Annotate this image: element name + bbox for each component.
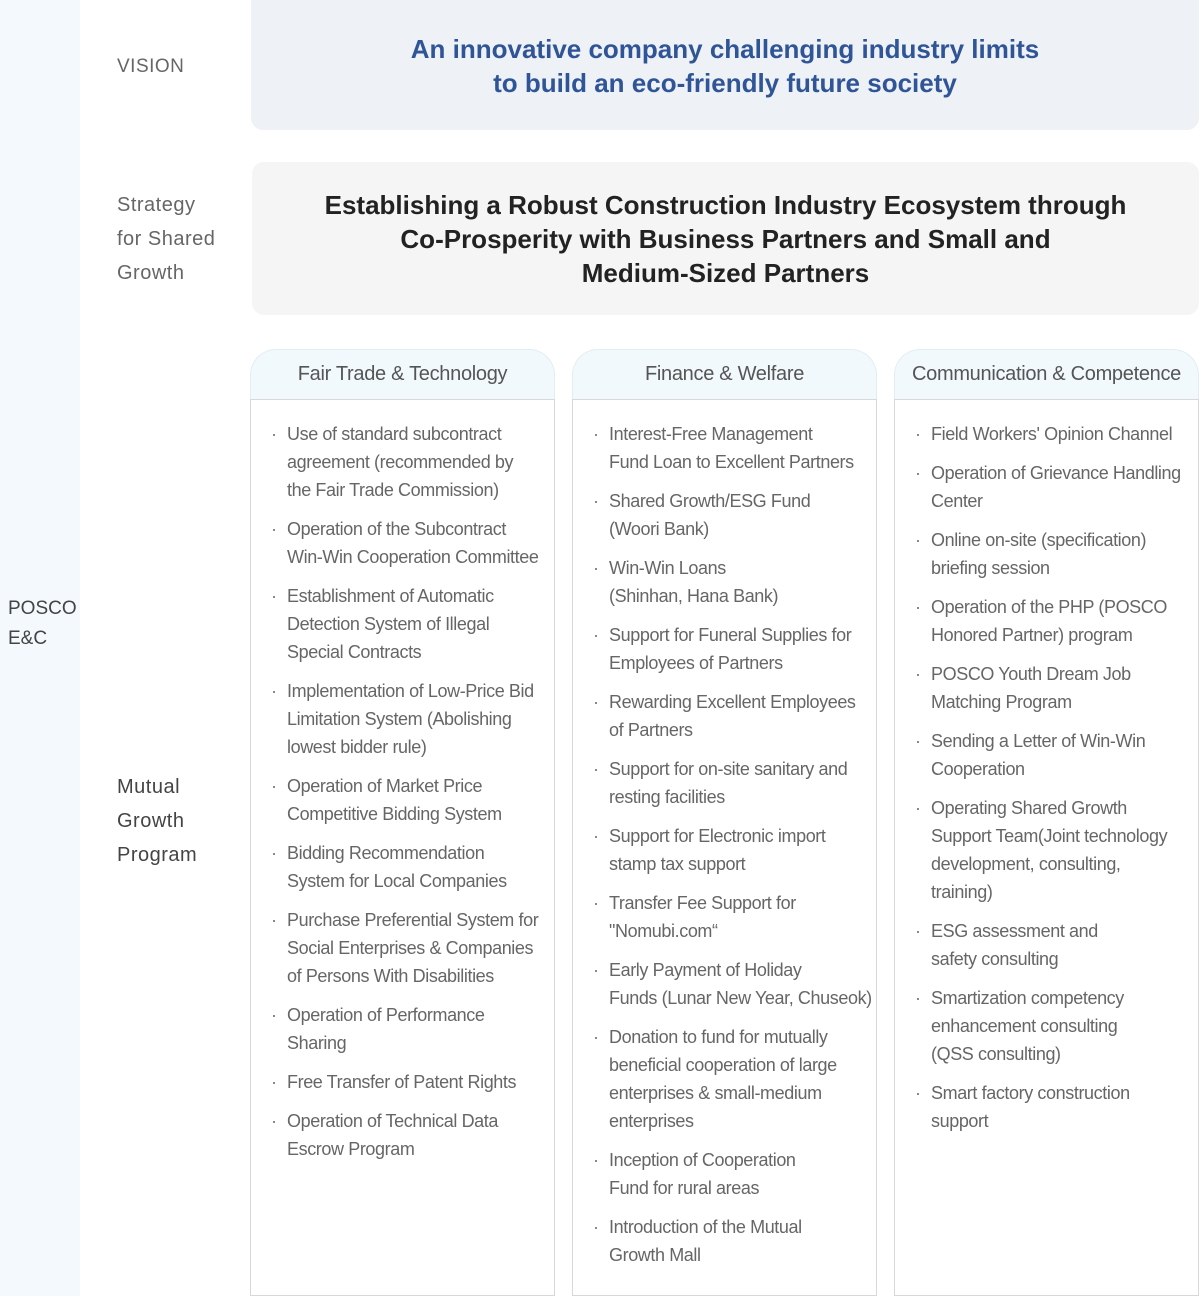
program-item-line: Limitation System (Abolishing (287, 709, 512, 729)
program-item-line: · ESG assessment and (931, 921, 1098, 941)
program-item-line: · Use of standard subcontract (287, 424, 502, 444)
program-item (287, 839, 546, 895)
program-item-line: · Support for on-site sanitary and (609, 759, 848, 779)
mutual-label-line: Growth (117, 810, 185, 832)
program-item-line: · Sending a Letter of Win-Win (931, 731, 1146, 751)
program-item (609, 956, 872, 1012)
program-item-line: "Nomubi.com“ (609, 921, 718, 941)
program-item (931, 420, 1190, 448)
program-item-line: Honored Partner) program (931, 625, 1133, 645)
program-item (287, 420, 546, 504)
program-item-line: development, consulting, (931, 854, 1121, 874)
program-item-line: · Online on-site (specification) (931, 530, 1147, 550)
program-item-line: · Interest-Free Management (609, 424, 813, 444)
program-item (287, 582, 546, 666)
strategy-label-line: Growth (117, 262, 185, 284)
program-item-line: Funds (Lunar New Year, Chuseok) (609, 988, 872, 1008)
program-item (287, 1001, 546, 1057)
program-item (609, 755, 868, 811)
program-item-line: of Partners (609, 720, 693, 740)
company-name-line: POSCO (8, 598, 77, 619)
program-item-line: Competitive Bidding System (287, 804, 502, 824)
strategy-line: Medium-Sized Partners (581, 257, 870, 288)
program-item-line: Center (931, 491, 983, 511)
program-item-line: support (931, 1111, 989, 1131)
program-item-line: (Shinhan, Hana Bank) (609, 586, 779, 606)
strategy-line: Co-Prosperity with Business Partners and Small and (400, 223, 1051, 254)
program-item-line: beneficial cooperation of large (609, 1055, 837, 1075)
program-item (609, 1146, 868, 1202)
program-item-line: resting facilities (609, 787, 725, 807)
program-item (609, 1023, 868, 1135)
program-item-line: enterprises (609, 1111, 694, 1131)
program-item-line: · Bidding Recommendation (287, 843, 485, 863)
program-item-line: lowest bidder rule) (287, 737, 427, 757)
program-item (609, 1213, 868, 1269)
program-item (287, 677, 546, 761)
program-item-line: · Operation of Grievance Handling (931, 463, 1181, 483)
column-body (572, 399, 877, 1296)
column-title: Communication & Competence (894, 349, 1199, 399)
program-item (931, 984, 1190, 1068)
program-item (609, 420, 868, 476)
program-item (287, 1107, 546, 1163)
program-item-line: · Operation of Technical Data (287, 1111, 499, 1131)
column-finance-welfare (572, 349, 877, 1295)
strategy-label (117, 188, 215, 290)
program-item-line: · Operation of the PHP (POSCO (931, 597, 1167, 617)
program-item (609, 822, 868, 878)
vision-box (251, 0, 1199, 130)
program-item-line: Fund for rural areas (609, 1178, 760, 1198)
program-item (609, 688, 868, 744)
program-item-line: · Support for Electronic import (609, 826, 826, 846)
program-item-line: · Shared Growth/ESG Fund (609, 491, 811, 511)
program-item-line: Cooperation (931, 759, 1025, 779)
strategy-statement (325, 188, 1127, 290)
column-title: Finance & Welfare (572, 349, 877, 399)
program-item-line: · Smartization competency (931, 988, 1124, 1008)
program-item-line: · Implementation of Low-Price Bid (287, 681, 534, 701)
vision-statement (411, 30, 1039, 100)
strategy-line: Establishing a Robust Construction Industry Ecosystem through (324, 189, 1127, 220)
program-item-line: Support Team(Joint technology (931, 826, 1168, 846)
program-item (609, 554, 868, 610)
program-item-line: agreement (recommended by (287, 452, 514, 472)
program-item-line: · Introduction of the Mutual (609, 1217, 802, 1237)
program-item-line: · Operating Shared Growth (931, 798, 1127, 818)
program-item (287, 772, 546, 828)
program-item (609, 889, 868, 945)
program-item-line: stamp tax support (609, 854, 746, 874)
column-communication-competence (894, 349, 1199, 1295)
program-item-line: · Win-Win Loans (609, 558, 726, 578)
program-item-line: training) (931, 882, 993, 902)
mutual-growth-label (117, 770, 197, 872)
program-item-line: · Inception of Cooperation (609, 1150, 796, 1170)
column-body (894, 399, 1199, 1296)
column-fair-trade (250, 349, 555, 1295)
program-item-line: (QSS consulting) (931, 1044, 1061, 1064)
program-item-line: · Support for Funeral Supplies for (609, 625, 852, 645)
strategy-box (252, 162, 1199, 315)
program-item (287, 1068, 546, 1096)
program-item-line: Special Contracts (287, 642, 422, 662)
program-item (287, 906, 546, 990)
program-item-line: · Transfer Fee Support for (609, 893, 796, 913)
program-list (287, 420, 546, 1163)
program-item-line: Sharing (287, 1033, 347, 1053)
program-item-line: · Smart factory construction (931, 1083, 1130, 1103)
program-item (609, 487, 868, 543)
program-item-line: enterprises & small-medium (609, 1083, 822, 1103)
program-item-line: · Free Transfer of Patent Rights (287, 1072, 517, 1092)
vision-line: to build an eco-friendly future society (493, 68, 957, 98)
program-item (931, 794, 1190, 906)
program-item-line: of Persons With Disabilities (287, 966, 494, 986)
program-item (931, 1079, 1190, 1135)
program-item-line: · Field Workers' Opinion Channel (931, 424, 1173, 444)
program-item-line: · Operation of Market Price (287, 776, 483, 796)
program-item-line: Social Enterprises & Companies (287, 938, 534, 958)
program-item-line: Growth Mall (609, 1245, 701, 1265)
strategy-label-line: Strategy (117, 194, 196, 216)
mutual-label-line: Program (117, 844, 198, 866)
program-item-line: Win-Win Cooperation Committee (287, 547, 539, 567)
program-item-line: Fund Loan to Excellent Partners (609, 452, 854, 472)
program-list (609, 420, 872, 1269)
program-item-line: enhancement consulting (931, 1016, 1118, 1036)
program-item-line: Matching Program (931, 692, 1072, 712)
program-item-line: (Woori Bank) (609, 519, 709, 539)
program-item (931, 593, 1190, 649)
program-item-line: · Rewarding Excellent Employees (609, 692, 856, 712)
program-item (931, 660, 1190, 716)
program-item-line: · POSCO Youth Dream Job (931, 664, 1131, 684)
program-item-line: Employees of Partners (609, 653, 783, 673)
program-item-line: safety consulting (931, 949, 1059, 969)
program-item-line: the Fair Trade Commission) (287, 480, 499, 500)
company-name-line: E&C (8, 628, 48, 649)
company-name (8, 594, 78, 654)
program-item-line: · Operation of Performance (287, 1005, 485, 1025)
program-item (931, 917, 1190, 973)
strategy-label-line: for Shared (117, 228, 216, 250)
program-item (931, 459, 1190, 515)
program-item-line: · Establishment of Automatic (287, 586, 494, 606)
vision-label: VISION (117, 56, 185, 77)
program-item (931, 526, 1190, 582)
program-item-line: · Donation to fund for mutually (609, 1027, 828, 1047)
program-item-line: System for Local Companies (287, 871, 507, 891)
program-item (609, 621, 868, 677)
vision-line: An innovative company challenging industry limits (410, 34, 1040, 64)
column-title: Fair Trade & Technology (250, 349, 555, 399)
program-item-line: · Purchase Preferential System for (287, 910, 539, 930)
program-item (931, 727, 1190, 783)
program-item-line: briefing session (931, 558, 1050, 578)
program-item (287, 515, 546, 571)
mutual-label-line: Mutual (117, 776, 181, 798)
program-list (931, 420, 1190, 1135)
column-body (250, 399, 555, 1296)
program-item-line: Detection System of Illegal (287, 614, 490, 634)
program-item-line: · Operation of the Subcontract (287, 519, 506, 539)
program-item-line: · Early Payment of Holiday (609, 960, 802, 980)
program-item-line: Escrow Program (287, 1139, 415, 1159)
